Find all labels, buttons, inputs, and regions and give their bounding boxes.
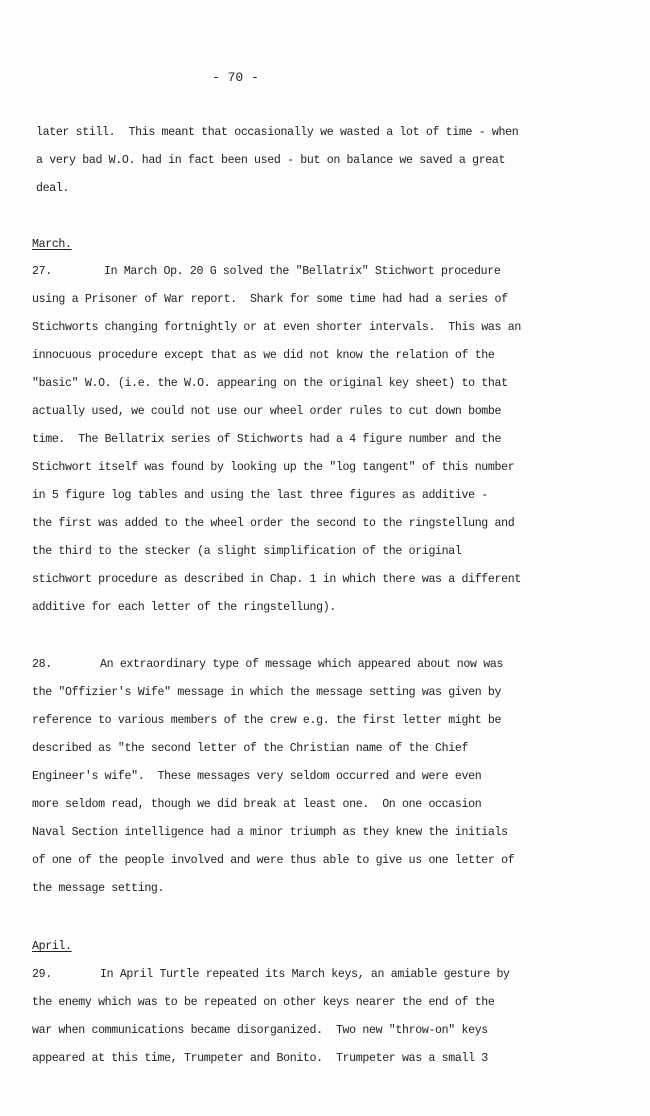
paragraph-27-line: in 5 figure log tables and using the last three figures as additive - <box>32 489 488 502</box>
paragraph-27-line: the first was added to the wheel order the second to the ringstellung and <box>32 517 515 530</box>
page-number: - 70 - <box>212 70 259 85</box>
paragraph-27-line: "basic" W.O. (i.e. the W.O. appearing on the original key sheet) to that <box>32 377 508 390</box>
paragraph-28-line: reference to various members of the crew e.g. the first letter might be <box>32 714 502 727</box>
paragraph-28-line: Engineer's wife". These messages very seldom occurred and were even <box>32 770 482 783</box>
paragraph-27-line: stichwort procedure as described in Chap. 1 in which there was a different <box>32 573 521 586</box>
paragraph-28-line: more seldom read, though we did break at least one. On one occasion <box>32 798 482 811</box>
paragraph-27-line: actually used, we could not use our wheel order rules to cut down bombe <box>32 405 502 418</box>
paragraph-27-line: Stichwort itself was found by looking up the "log tangent" of this number <box>32 461 515 474</box>
paragraph-28-line: Naval Section intelligence had a minor triumph as they knew the initials <box>32 826 508 839</box>
section-heading-march: March. <box>32 238 72 251</box>
intro-line-3: deal. <box>36 182 70 195</box>
paragraph-27-line: the third to the stecker (a slight simplification of the original <box>32 545 462 558</box>
paragraph-28-first-line: An extraordinary type of message which appeared about now was <box>100 658 504 671</box>
paragraph-28-line: the message setting. <box>32 882 165 895</box>
paragraph-27-line: Stichworts changing fortnightly or at even shorter intervals. This was an <box>32 321 521 334</box>
paragraph-29-first-line: In April Turtle repeated its March keys, an amiable gesture by <box>100 968 510 981</box>
paragraph-28-line: of one of the people involved and were thus able to give us one letter of <box>32 854 515 867</box>
paragraph-27-line: additive for each letter of the ringstellung). <box>32 601 336 614</box>
paragraph-27-line: using a Prisoner of War report. Shark for some time had had a series of <box>32 293 508 306</box>
paragraph-number-28: 28. <box>32 658 52 671</box>
paragraph-29-line: war when communications became disorganized. Two new "throw-on" keys <box>32 1024 488 1037</box>
section-heading-april: April. <box>32 940 72 953</box>
intro-line-2: a very bad W.O. had in fact been used - but on balance we saved a great <box>36 154 506 167</box>
paragraph-28-line: described as "the second letter of the Christian name of the Chief <box>32 742 469 755</box>
paragraph-29-line: appeared at this time, Trumpeter and Bonito. Trumpeter was a small 3 <box>32 1052 488 1065</box>
paragraph-29-line: the enemy which was to be repeated on other keys nearer the end of the <box>32 996 495 1009</box>
paragraph-27-line: innocuous procedure except that as we did not know the relation of the <box>32 349 495 362</box>
paragraph-28-line: the "Offizier's Wife" message in which the message setting was given by <box>32 686 502 699</box>
paragraph-27-first-line: In March Op. 20 G solved the "Bellatrix" Stichwort procedure <box>104 265 501 278</box>
paragraph-number-29: 29. <box>32 968 52 981</box>
paragraph-27-line: time. The Bellatrix series of Stichworts had a 4 figure number and the <box>32 433 502 446</box>
intro-line-1: later still. This meant that occasionally we wasted a lot of time - when <box>36 126 519 139</box>
paragraph-number-27: 27. <box>32 265 52 278</box>
